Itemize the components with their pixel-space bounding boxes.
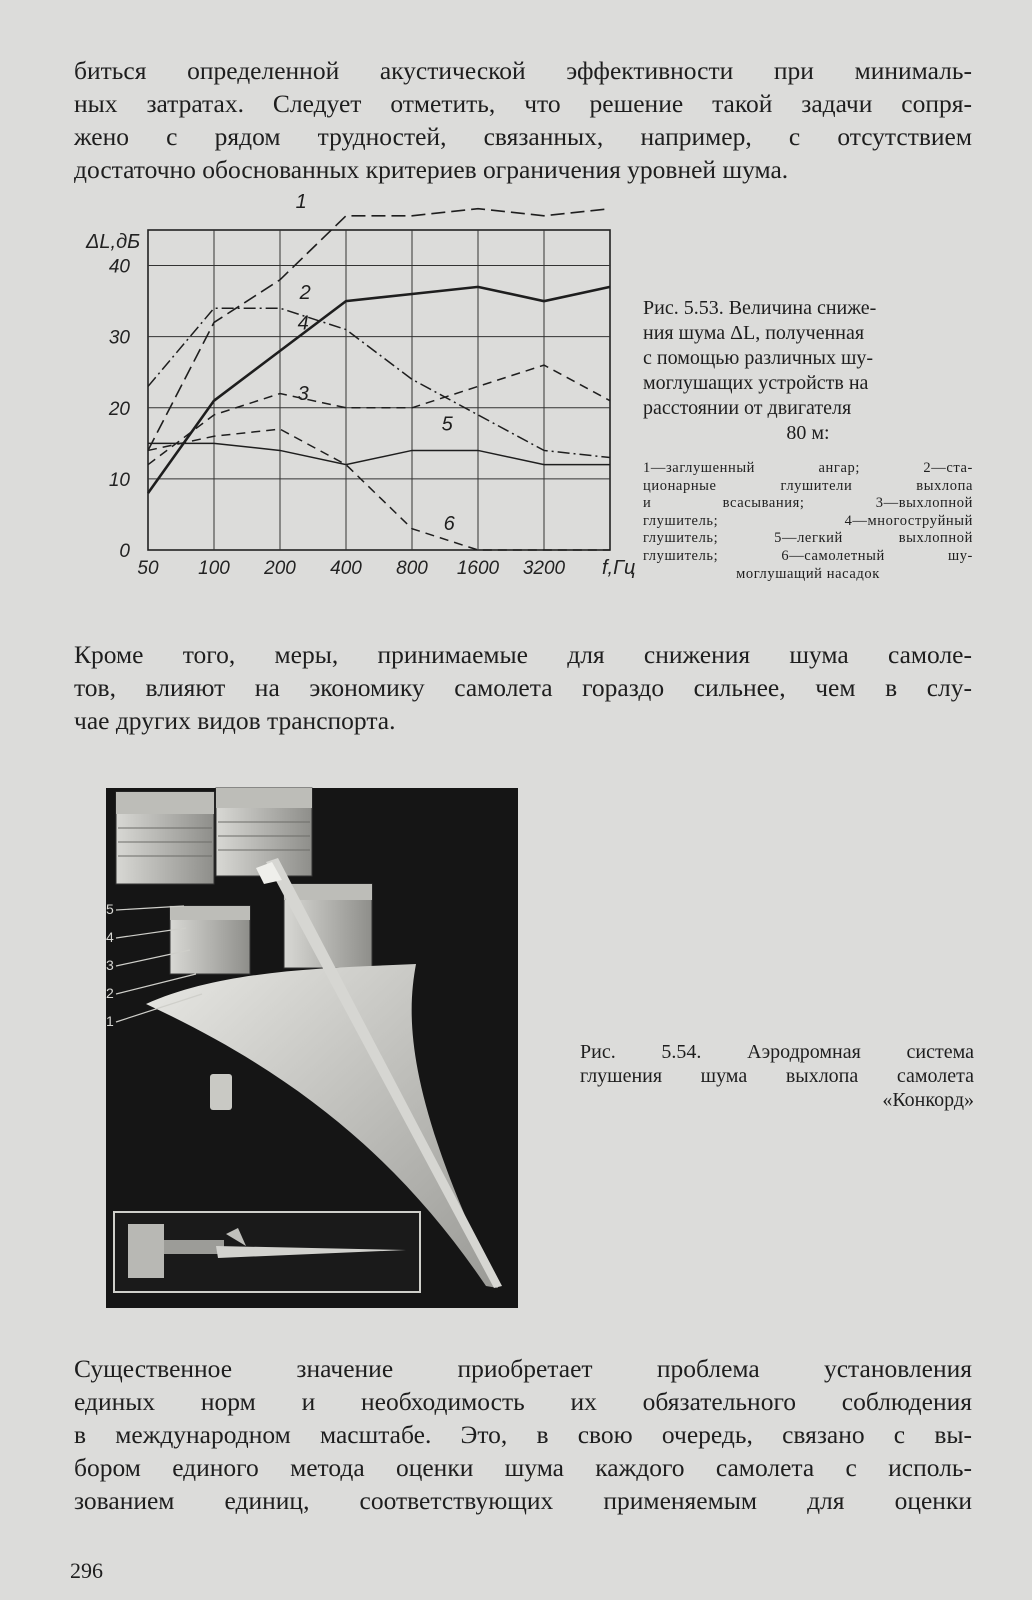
y-tick-label: 40 <box>108 256 130 278</box>
paragraph-norms <box>74 1352 972 1517</box>
series-line-3 <box>148 365 610 465</box>
legend-line: глушитель; 6—самолетный шу- <box>643 547 973 564</box>
series-line-2 <box>148 287 610 493</box>
series-label-3: 3 <box>297 382 309 405</box>
text-line: Существенное значение приобретает проблема установления <box>74 1354 972 1383</box>
legend-line: глушитель; 4—многоструйный <box>643 512 973 529</box>
text-line: чае других видов транспорта. <box>74 706 396 735</box>
series-label-5: 5 <box>441 413 453 436</box>
y-tick-label: 0 <box>119 541 130 562</box>
series-label-6: 6 <box>443 513 455 535</box>
callout-3: 3 <box>106 957 114 973</box>
concorde-illustration <box>106 788 518 1308</box>
figure-53-legend <box>643 460 973 583</box>
caption-line: Рис. 5.54. Аэродромная система <box>580 1041 974 1063</box>
x-axis-label: f,Гц <box>602 557 636 579</box>
legend-line: и всасывания; 3—выхлопной <box>643 495 973 512</box>
text-line: тов, влияют на экономику самолета гораздо сильнее, чем в слу- <box>74 673 972 702</box>
legend-line: моглушащий насадок <box>736 565 880 582</box>
x-tick-label: 1600 <box>456 558 500 579</box>
caption-line: 80 м: <box>786 422 830 444</box>
y-tick-label: 20 <box>108 398 130 420</box>
caption-line: ния шума ΔL, полученная <box>643 322 865 344</box>
inset-view <box>114 1212 420 1292</box>
callout-5: 5 <box>106 901 114 917</box>
series-label-2: 2 <box>299 282 311 305</box>
noise-reduction-chart <box>70 190 636 592</box>
caption-line: «Конкорд» <box>882 1089 974 1111</box>
x-tick-label: 3200 <box>522 558 566 579</box>
series-line-6 <box>148 429 610 550</box>
x-tick-label: 800 <box>396 558 428 579</box>
series-label-1: 1 <box>295 190 307 213</box>
text-line: в международном масштабе. Это, в свою очередь, связано с вы- <box>74 1420 972 1449</box>
caption-line: Рис. 5.53. Величина сниже- <box>643 297 877 319</box>
text-line: ных затратах. Следует отметить, что решение такой задачи сопря- <box>74 89 972 118</box>
text-line: зованием единиц, соответствующих применяемым для оценки <box>74 1486 972 1515</box>
series-line-5 <box>148 443 610 464</box>
text-line: бором единого метода оценки шума каждого самолета с исполь- <box>74 1453 972 1482</box>
paragraph-economy <box>74 638 972 737</box>
plot-frame <box>148 230 610 550</box>
text-line: единых норм и необходимость их обязательного соблюдения <box>74 1387 972 1416</box>
caption-line: моглушащих устройств на <box>643 372 869 394</box>
x-tick-label: 50 <box>137 558 159 579</box>
text-line: Кроме того, меры, принимаемые для снижения шума самоле- <box>74 640 972 669</box>
callout-4: 4 <box>106 929 114 945</box>
ground-vehicle <box>210 1074 232 1110</box>
y-tick-label: 30 <box>108 327 130 349</box>
text-line: достаточно обоснованных критериев ограничения уровней шума. <box>74 155 789 184</box>
caption-line: глушения шума выхлопа самолета <box>580 1065 974 1087</box>
page-number: 296 <box>70 1558 103 1583</box>
caption-line: с помощью различных шу- <box>643 347 874 369</box>
y-axis-label: ΔL,дБ <box>86 231 141 253</box>
series-label-4: 4 <box>297 312 309 335</box>
text-line: биться определенной акустической эффективности при минималь- <box>74 56 972 85</box>
paragraph-intro <box>74 54 972 186</box>
text-line: жено с рядом трудностей, связанных, например, с отсутствием <box>74 122 972 151</box>
x-tick-label: 200 <box>264 558 296 579</box>
legend-line: ционарные глушители выхлопа <box>643 477 973 494</box>
x-tick-label: 100 <box>198 558 230 579</box>
figure-54-caption <box>580 1040 974 1112</box>
series-line-1 <box>148 209 610 451</box>
y-tick-label: 10 <box>108 469 130 491</box>
concorde-photo <box>106 788 518 1308</box>
legend-line: 1—заглушенный ангар; 2—ста- <box>643 460 973 476</box>
x-tick-label: 400 <box>330 558 362 579</box>
caption-line: расстоянии от двигателя <box>643 397 852 419</box>
figure-53-caption <box>643 296 973 446</box>
legend-line: глушитель; 5—легкий выхлопной <box>643 530 973 547</box>
callout-2: 2 <box>106 985 114 1001</box>
callout-1: 1 <box>106 1013 114 1029</box>
series-line-4 <box>148 308 610 457</box>
